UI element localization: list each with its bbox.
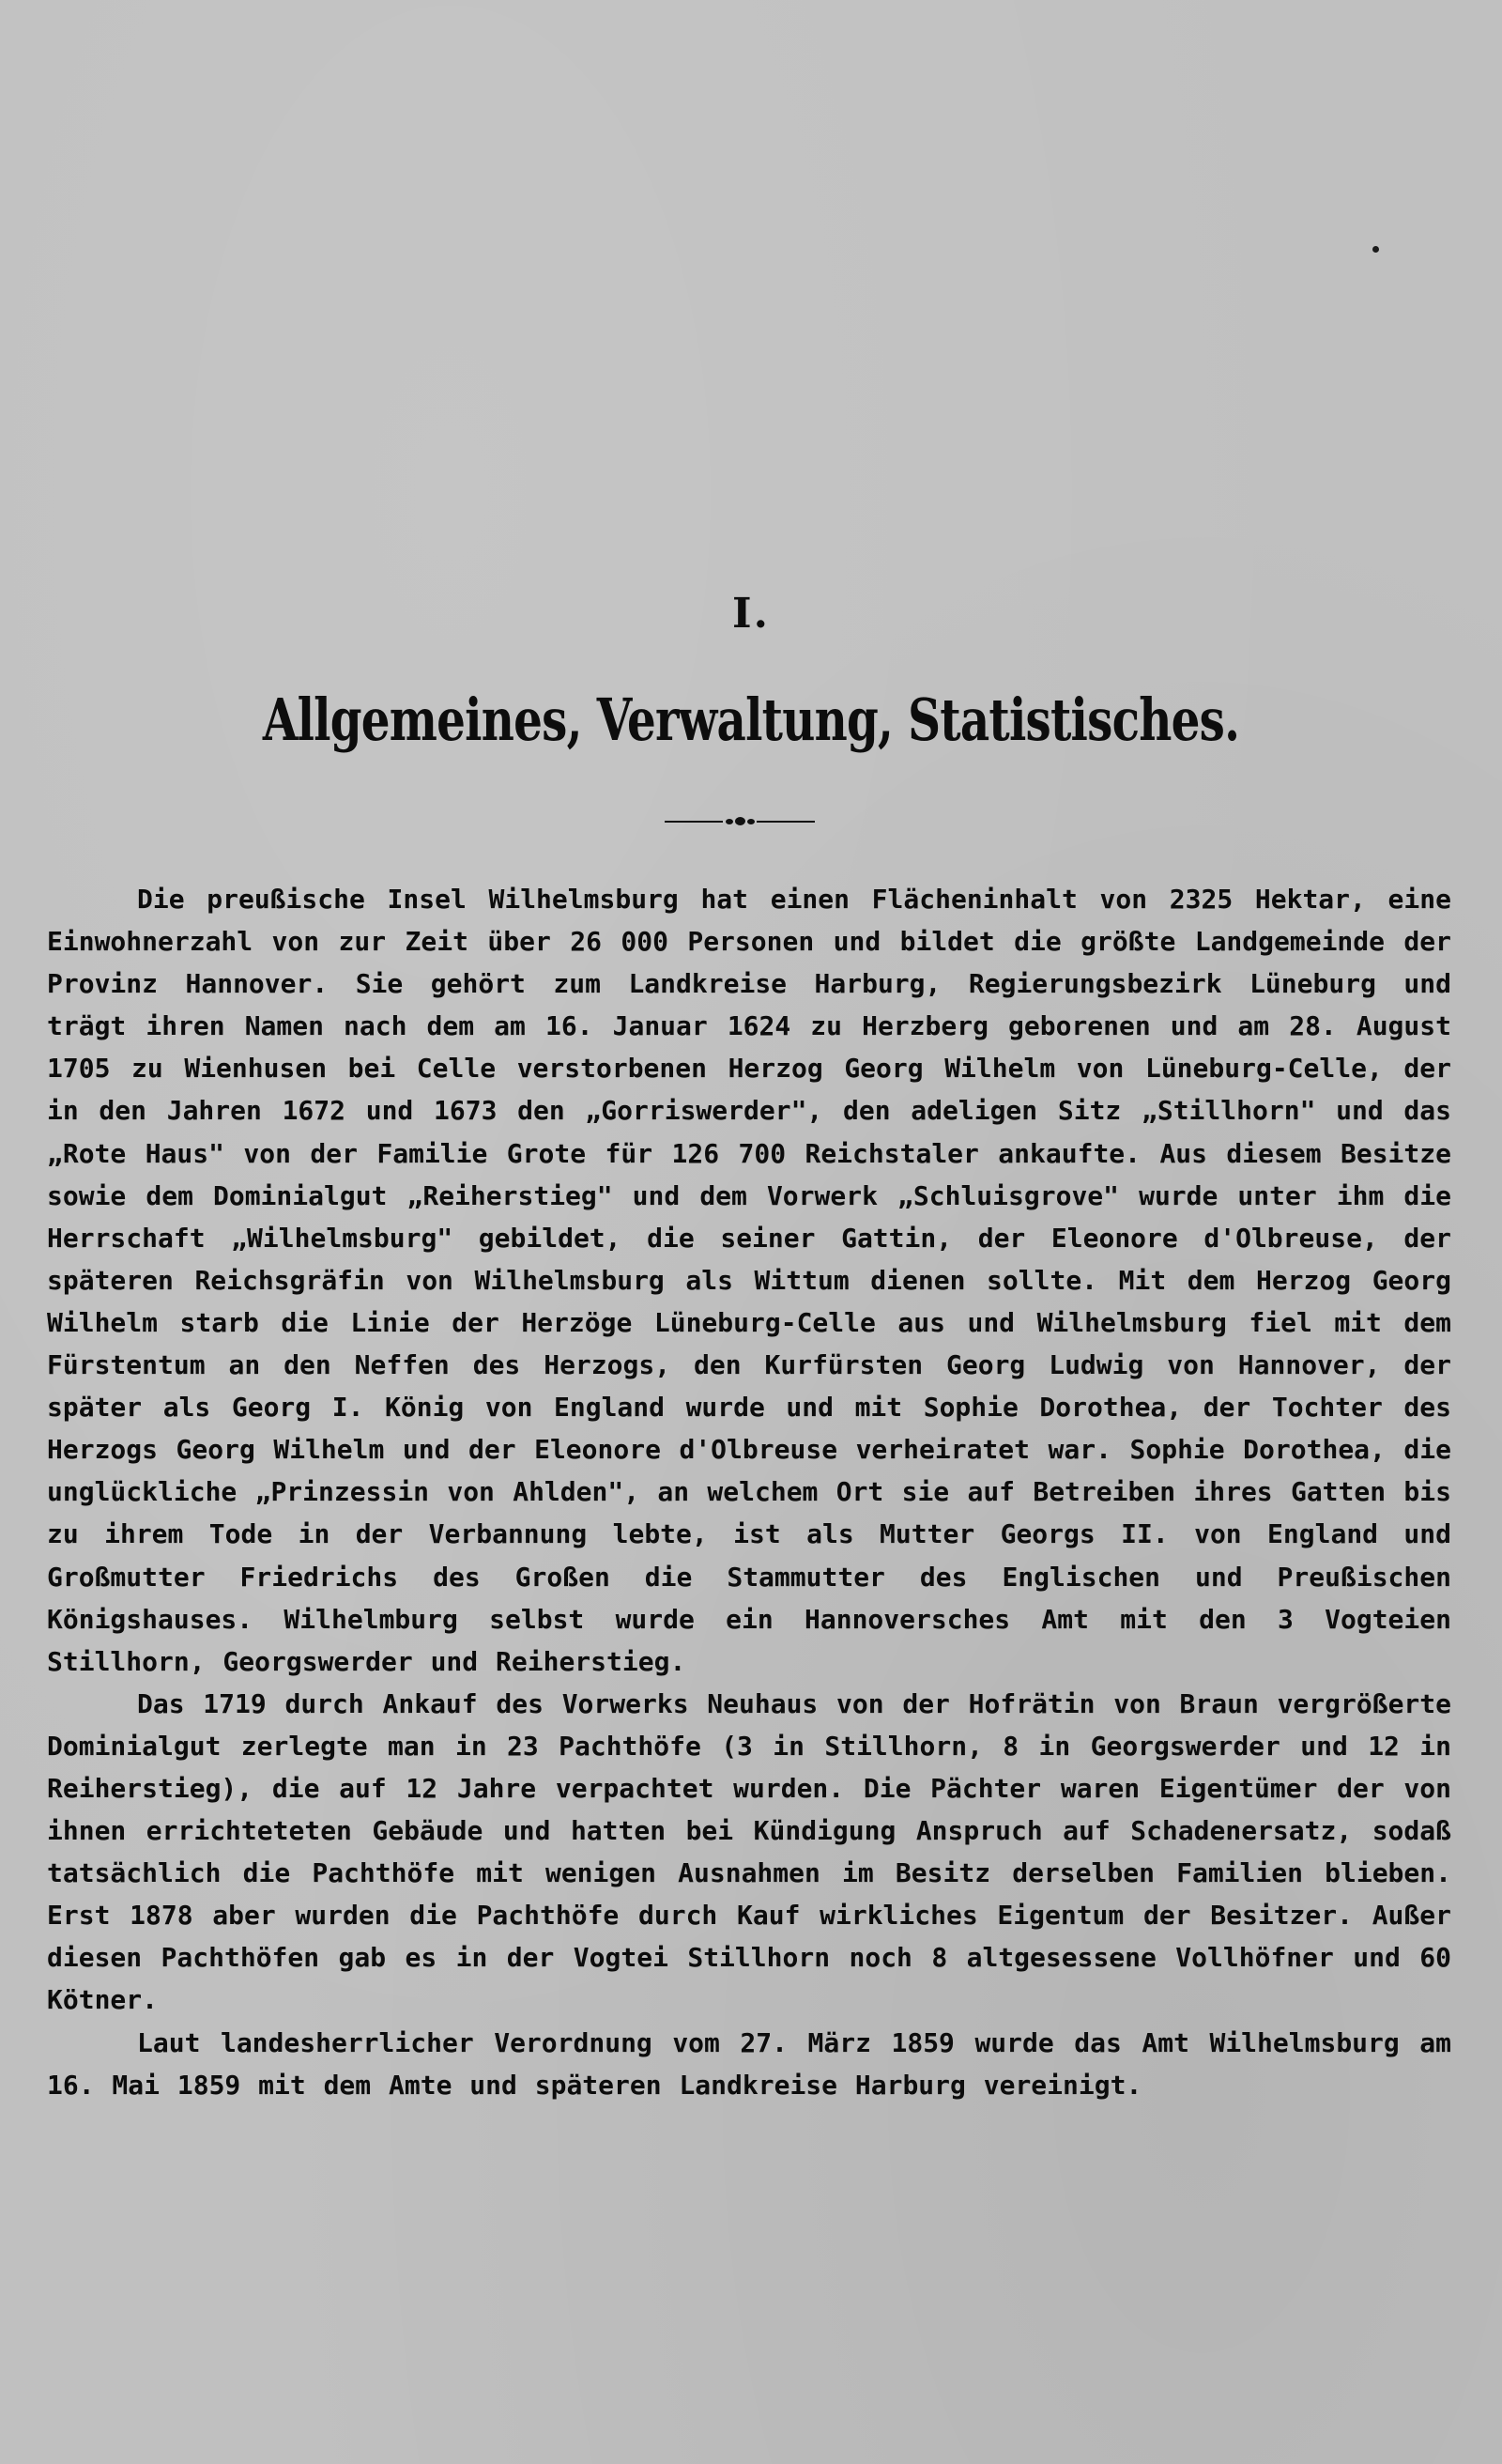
- ornament-dot: [726, 819, 733, 824]
- ornament-dot: [735, 817, 745, 825]
- chapter-body: [47, 878, 1451, 2106]
- paragraph-3: Laut landesherrlicher Verordnung vom 27. März 1859 wurde das Amt Wilhelmsburg am 16. Mai 1859 mit dem Amte und späteren Landkreise Harburg vereinigt.: [47, 2026, 1451, 2101]
- paragraph-2: Das 1719 durch Ankauf des Vorwerks Neuhaus von der Hofrätin von Braun vergrößerte Dominialgut zerlegte man in 23 Pachthöfe (3 in Stillhorn, 8 in Georgswerder und 12 in Reiherstieg), die auf 12 Jahre verpachtet wurden. Die Pächter waren Eigentümer der von ihnen errichteteten Gebäude und hatten bei Kündigung Anspruch auf Schadenersatz, sodaß tatsächlich die Pachthöfe mit wenigen Ausnahmen im Besitz derselben Familien blieben. Erst 1878 aber wurden die Pachthöfe durch Kauf wirkliches Eigentum der Besitzer. Außer diesen Pachthöfen gab es in der Vogtei Stillhorn noch 8 altgesessene Vollhöfner und 60 Kötner.: [47, 1687, 1451, 2016]
- chapter-number: I.: [732, 590, 770, 638]
- ornament-line-left: [665, 821, 723, 823]
- ornament-dot: [747, 819, 755, 824]
- paragraph-1: Die preußische Insel Wilhelmsburg hat einen Flächeninhalt von 2325 Hektar, eine Einwohnerzahl von zur Zeit über 26 000 Personen und bildet die größte Landgemeinde der Provinz Hannover. Sie gehört zum Landkreise Harburg, Regierungsbezirk Lüneburg und trägt ihren Namen nach dem am 16. Januar 1624 zu Herzberg geborenen und am 28. August 1705 zu Wienhusen bei Celle verstorbenen Herzog Georg Wilhelm von Lüneburg-Celle, der in den Jahren 1672 und 1673 den „Gorriswerder", den adeligen Sitz „Stillhorn" und das „Rote Haus" von der Familie Grote für 126 700 Reichstaler ankaufte. Aus diesem Besitze sowie dem Dominialgut „Reiherstieg" und dem Vorwerk „Schluisgrove" wurde unter ihm die Herrschaft „Wilhelmsburg" gebildet, die seiner Gattin, der Eleonore d'Olbreuse, der späteren Reichsgräfin von Wilhelmsburg als Wittum dienen sollte. Mit dem Herzog Georg Wilhelm starb die Linie der Herzöge Lüneburg-Celle aus und Wilhelmsburg fiel mit dem Fürstentum an den Neffen des Herzogs, den Kurfürsten Georg Ludwig von Hannover, der später als Georg I. König von England wurde und mit Sophie Dorothea, der Tochter des Herzogs Georg Wilhelm und der Eleonore d'Olbreuse verheiratet war. Sophie Dorothea, die unglückliche „Prinzessin von Ahlden", an welchem Ort sie auf Betreiben ihres Gatten bis zu ihrem Tode in der Verbannung lebte, ist als Mutter Georgs II. von England und Großmutter Friedrichs des Großen die Stammutter des Englischen und Preußischen Königshauses. Wilhelmburg selbst wurde ein Hannoversches Amt mit den 3 Vogteien Stillhorn, Georgswerder und Reiherstieg.: [47, 884, 1451, 1677]
- ornament-line-right: [757, 821, 815, 823]
- divider-ornament: [665, 815, 815, 828]
- ink-speck: [1372, 246, 1379, 253]
- chapter-title: Allgemeines, Verwaltung, Statistisches.: [262, 685, 1240, 754]
